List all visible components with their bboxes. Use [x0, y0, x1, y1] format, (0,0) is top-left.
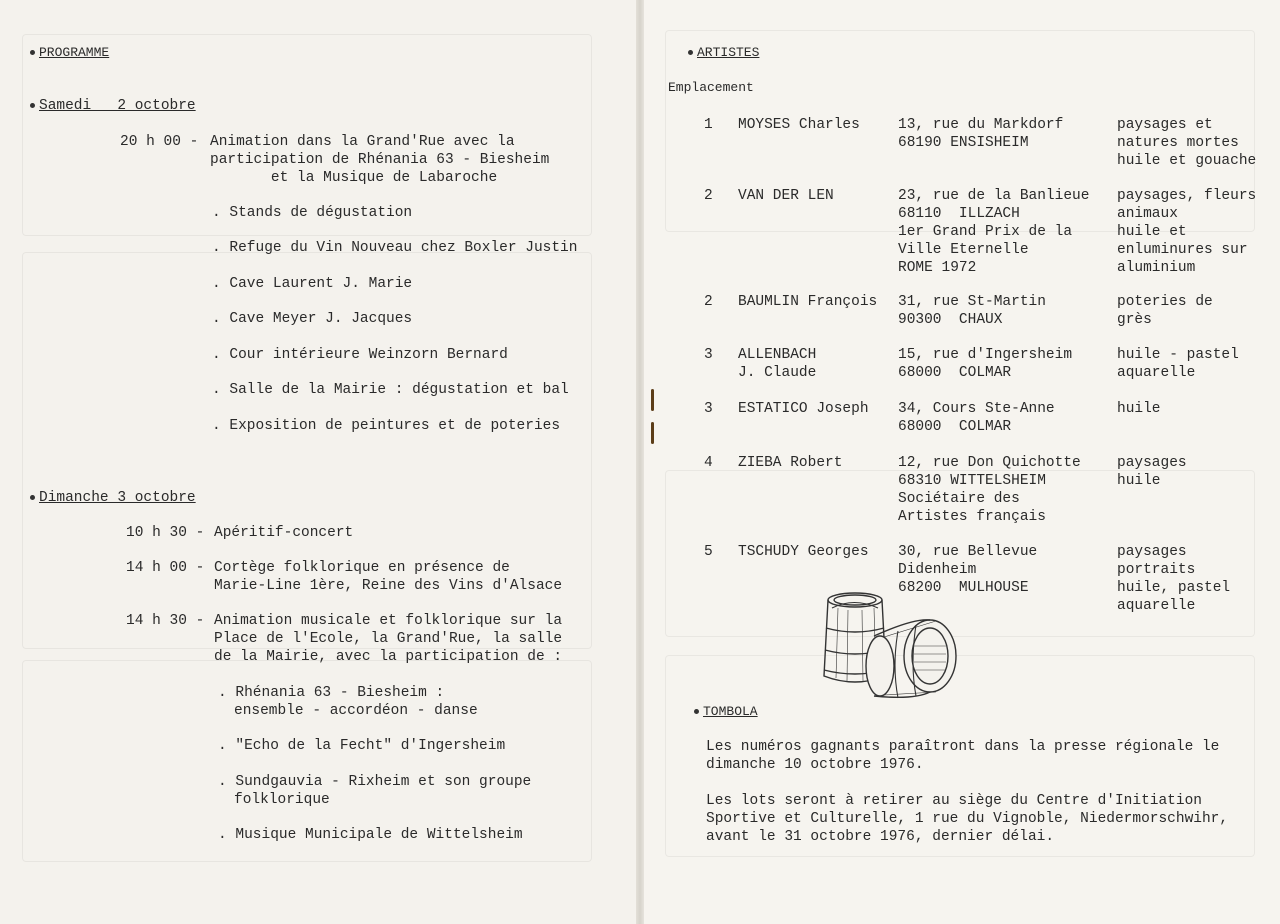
event-text: Animation musicale et folklorique sur la — [214, 613, 563, 629]
artist-address: 13, rue du Markdorf — [898, 117, 1064, 133]
artist-works: paysages, fleurs — [1117, 188, 1257, 204]
event-text: et la Musique de Labaroche — [210, 170, 498, 186]
stand-item: . Cave Meyer J. Jacques — [212, 311, 413, 327]
artist-address: 23, rue de la Banlieue — [898, 188, 1090, 204]
tombola-heading: TOMBOLA — [694, 703, 758, 721]
event-time: 20 h 00 - — [120, 134, 199, 150]
artist-works: huile, pastel — [1117, 580, 1231, 596]
tombola-text: avant le 31 octobre 1976, dernier délai. — [706, 829, 1055, 845]
artist-works: poteries de — [1117, 294, 1213, 310]
tombola-text: dimanche 10 octobre 1976. — [706, 757, 924, 773]
event-time: 14 h 30 - — [126, 613, 205, 629]
artist-name: J. Claude — [738, 365, 817, 381]
artist-no: 4 — [704, 455, 713, 471]
artist-address: 12, rue Don Quichotte — [898, 455, 1081, 471]
artist-address: 68000 COLMAR — [898, 365, 1012, 381]
artist-address: Ville Eternelle — [898, 242, 1029, 258]
stand-item: . Cave Laurent J. Marie — [212, 276, 413, 292]
stand-item: . Cour intérieure Weinzorn Bernard — [212, 347, 508, 363]
stand-item: . Salle de la Mairie : dégustation et bal — [212, 382, 569, 398]
artist-address: 30, rue Bellevue — [898, 544, 1038, 560]
artist-no: 5 — [704, 544, 713, 560]
artist-works: aquarelle — [1117, 365, 1196, 381]
artist-name: BAUMLIN François — [738, 294, 878, 310]
artist-works: paysages — [1117, 455, 1187, 471]
artist-address: 31, rue St-Martin — [898, 294, 1046, 310]
artist-works: animaux — [1117, 206, 1178, 222]
participant-item: . "Echo de la Fecht" d'Ingersheim — [218, 738, 506, 754]
page-fold — [636, 0, 644, 924]
event-text: participation de Rhénania 63 - Biesheim — [210, 152, 550, 168]
artist-name: ZIEBA Robert — [738, 455, 843, 471]
artist-address: 68310 WITTELSHEIM — [898, 473, 1046, 489]
artist-works: aquarelle — [1117, 598, 1196, 614]
event-text: Marie-Line 1ère, Reine des Vins d'Alsace — [214, 578, 563, 594]
artist-address: Didenheim — [898, 562, 977, 578]
artist-no: 2 — [704, 294, 713, 310]
artist-address: 90300 CHAUX — [898, 312, 1003, 328]
staple — [651, 422, 654, 444]
artist-name: ALLENBACH — [738, 347, 817, 363]
artist-works: grès — [1117, 312, 1152, 328]
event-text: Cortège folklorique en présence de — [214, 560, 510, 576]
barrels-illustration — [818, 588, 968, 703]
artist-works: enluminures sur — [1117, 242, 1248, 258]
artist-address: Artistes français — [898, 509, 1046, 525]
event-text: Apéritif-concert — [214, 525, 354, 541]
artist-works: portraits — [1117, 562, 1196, 578]
artist-name: MOYSES Charles — [738, 117, 860, 133]
artist-address: 34, Cours Ste-Anne — [898, 401, 1055, 417]
stand-item: . Exposition de peintures et de poteries — [212, 418, 561, 434]
artist-name: TSCHUDY Georges — [738, 544, 869, 560]
programme-heading: PROGRAMME — [30, 44, 109, 62]
saturday-title: Samedi 2 octobre — [30, 97, 196, 115]
artist-address: 15, rue d'Ingersheim — [898, 347, 1073, 363]
artist-works: huile et gouache — [1117, 153, 1257, 169]
staple — [651, 389, 654, 411]
event-time: 10 h 30 - — [126, 525, 205, 541]
sunday-title: Dimanche 3 octobre — [30, 489, 196, 507]
tombola-text: Les lots seront à retirer au siège du Centre d'Initiation — [706, 793, 1202, 809]
artist-name: VAN DER LEN — [738, 188, 834, 204]
event-text: Place de l'Ecole, la Grand'Rue, la salle — [214, 631, 563, 647]
artist-address: 68200 MULHOUSE — [898, 580, 1029, 596]
participant-item: . Sundgauvia - Rixheim et son groupe — [218, 774, 532, 790]
event-text: Animation dans la Grand'Rue avec la — [210, 134, 515, 150]
participant-item: . Rhénania 63 - Biesheim : — [218, 685, 445, 701]
artistes-heading: ARTISTES — [688, 44, 759, 62]
artist-no: 3 — [704, 401, 713, 417]
participant-item-cont: folklorique — [234, 792, 330, 808]
artist-address: ROME 1972 — [898, 260, 977, 276]
artist-address: 68110 ILLZACH — [898, 206, 1020, 222]
artist-works: huile et — [1117, 224, 1187, 240]
artist-works: huile — [1117, 401, 1161, 417]
stand-item: . Stands de dégustation — [212, 205, 413, 221]
artist-address: 1er Grand Prix de la — [898, 224, 1073, 240]
participant-item-cont: ensemble - accordéon - danse — [234, 703, 478, 719]
tombola-text: Sportive et Culturelle, 1 rue du Vignoble, Niedermorschwihr, — [706, 811, 1229, 827]
artist-address: Sociétaire des — [898, 491, 1020, 507]
tombola-text: Les numéros gagnants paraîtront dans la presse régionale le — [706, 739, 1220, 755]
artist-works: aluminium — [1117, 260, 1196, 276]
event-text: de la Mairie, avec la participation de : — [214, 649, 563, 665]
artist-address: 68000 COLMAR — [898, 419, 1012, 435]
artist-name: ESTATICO Joseph — [738, 401, 869, 417]
artist-no: 1 — [704, 117, 713, 133]
artist-address: 68190 ENSISHEIM — [898, 135, 1029, 151]
event-time: 14 h 00 - — [126, 560, 205, 576]
artist-works: paysages et — [1117, 117, 1213, 133]
artist-works: huile - pastel — [1117, 347, 1239, 363]
emplacement-label: Emplacement — [668, 80, 754, 95]
artist-no: 2 — [704, 188, 713, 204]
artist-works: natures mortes — [1117, 135, 1239, 151]
stand-item: . Refuge du Vin Nouveau chez Boxler Justin — [212, 240, 578, 256]
artist-works: huile — [1117, 473, 1161, 489]
participant-item: . Musique Municipale de Wittelsheim — [218, 827, 523, 843]
artist-no: 3 — [704, 347, 713, 363]
artist-works: paysages — [1117, 544, 1187, 560]
